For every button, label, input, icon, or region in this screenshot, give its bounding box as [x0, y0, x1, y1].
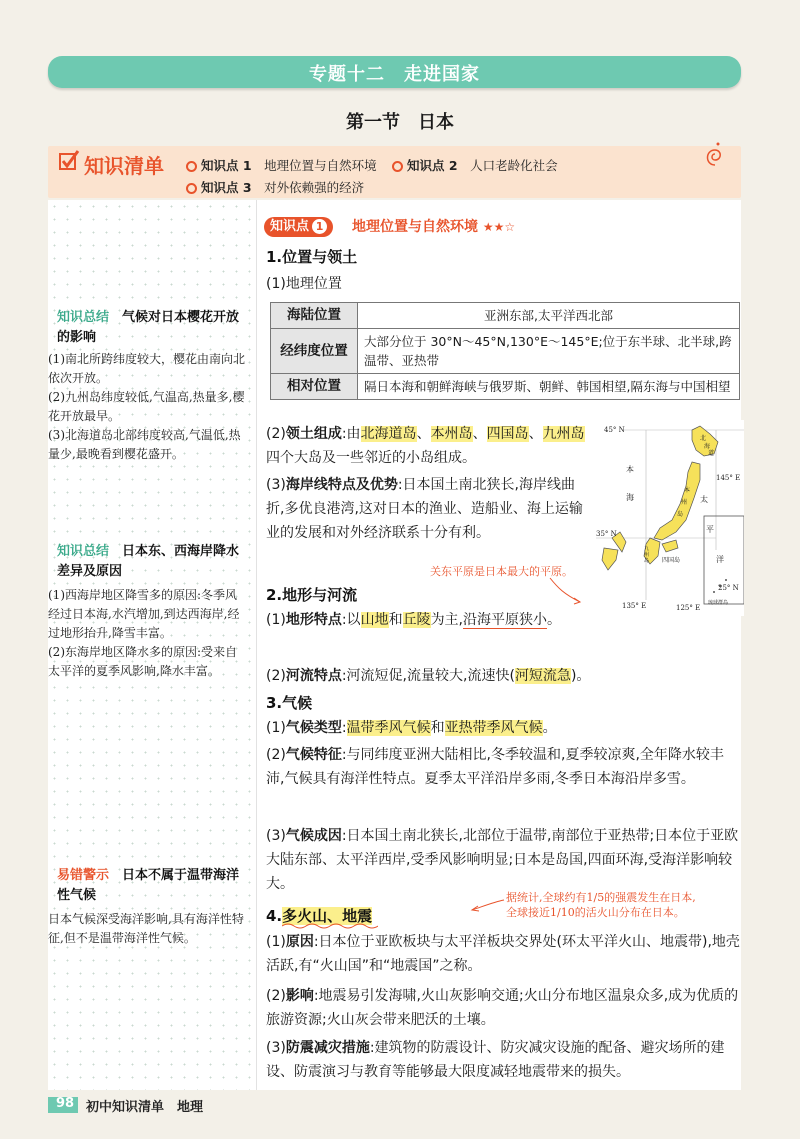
page-number: 98 — [56, 1096, 75, 1111]
sea-japan-label-1: 本 — [626, 465, 634, 474]
hokkaido-label-2: 海 — [704, 443, 711, 450]
table-row: 相对位置 隔日本海和朝鲜海峡与俄罗斯、朝鲜、韩国相望,隔东海与中国相望 — [271, 374, 740, 400]
lon125-label: 125° E — [676, 604, 701, 612]
japan-map — [596, 420, 744, 616]
bullet-icon — [186, 161, 197, 172]
shikoku-label: 四国岛 — [662, 557, 681, 564]
summary-tag: 知识总结 — [57, 544, 110, 559]
table-row: 经纬度位置 大部分位于 30°N～45°N,130°E～145°E;位于东半球、北半球,跨温带、亚热带 — [271, 329, 740, 374]
sidebar-box2-body: (1)西海岸地区降雪多的原因:冬季风经过日本海,水汽增加,到达西海岸,经过地形抬升,降雪丰富。 (2)东海岸地区降水多的原因:受来自太平洋的夏季风影响,降水丰富。 — [48, 588, 240, 678]
honshu-label-3: 岛 — [677, 511, 684, 518]
hokkaido-label-3: 道 — [708, 450, 715, 457]
lon135-label: 135° E — [622, 602, 647, 610]
plain-note: 关东平原是日本最大的平原。 — [430, 565, 573, 578]
lat45-label: 45° N — [604, 426, 625, 434]
kyushu-label-3: 岛 — [644, 558, 650, 564]
territory-text: (2)领土组成:由北海道岛、本州岛、四国岛、九州岛四个大岛及一些邻近的小岛组成。 — [266, 426, 585, 466]
river-text: (2)河流特点:河流短促,流量较大,流速快(河短流急)。 — [266, 668, 591, 684]
knowledge-point-title: 地理位置与自然环境 ★★☆ — [352, 219, 516, 235]
section-title: 第一节 日本 — [346, 112, 454, 133]
sub-geo-location: (1)地理位置 — [266, 276, 342, 292]
summary-tag: 知识总结 — [57, 310, 110, 325]
sidebar-box1-body: (1)南北所跨纬度较大，樱花由南向北依次开放。 (2)九州岛纬度较低,气温高,热量多,樱花开放最早。 (3)北海道岛北部纬度较高,气温低,热量少,最晚看到樱花盛开。 — [48, 352, 245, 461]
climate-type-text: (1)气候类型:温带季风气候和亚热带季风气候。 — [266, 720, 557, 736]
sidebar-box2-head: 知识总结 日本东、西海岸降水差异及原因 — [57, 544, 240, 579]
sidebar-box1-head: 知识总结 气候对日本樱花开放的影响 — [57, 310, 240, 345]
volcano-impact-text: (2)影响:地震易引发海啸,火山灰影响交通;火山分布地区温泉众多,成为优质的旅游资源;火山灰会带来肥沃的土壤。 — [266, 988, 739, 1028]
knowledge-point-2: 知识点 2 人口老龄化社会 — [392, 156, 558, 174]
lon145-label: 145° E — [716, 474, 741, 482]
knowledge-point-1: 知识点 1 地理位置与自然环境 — [186, 156, 377, 174]
chapter-banner — [48, 56, 741, 88]
honshu-label-2: 州 — [681, 499, 688, 506]
quake-note: 据统计,全球约有1/5的强震发生在日本, 全球接近1/10的活火山分布在日本。 — [506, 891, 696, 919]
knowledge-list-badge: 知识清单 — [84, 154, 164, 178]
book-title: 初中知识清单 地理 — [86, 1100, 204, 1115]
kyushu-label-1: 九 — [644, 546, 650, 552]
swirl-decoration-icon — [700, 140, 730, 170]
checkmark-icon — [58, 149, 80, 171]
lat35-label: 35° N — [596, 530, 617, 538]
knowledge-point-3: 知识点 3 对外依赖强的经济 — [186, 178, 364, 196]
location-table — [270, 302, 740, 400]
honshu-label-1: 本 — [684, 487, 691, 494]
climate-cause-text: (3)气候成因:日本国土南北狭长,北部位于温带,南部位于亚热带;日本位于亚欧大陆东部、太平洋西岸,受季风影响明显;日本是岛国,四面环海,受海洋影响较大。 — [266, 828, 739, 892]
bullet-icon — [392, 161, 403, 172]
pacific-label-3: 洋 — [716, 555, 724, 564]
warning-tag: 易错警示 — [57, 868, 110, 883]
disaster-measures-text: (3)防震减灾措施:建筑物的防震设计、防灾减灾设施的配备、避灾场所的建设、防震演习与教育等能够最大限度减轻地震带来的损失。 — [266, 1040, 725, 1080]
heading-landform: 2.地形与河流 — [266, 586, 358, 604]
landform-text: (1)地形特点:以山地和丘陵为主,沿海平原狭小。 — [266, 612, 562, 628]
bullet-icon — [186, 183, 197, 194]
heading-climate: 3.气候 — [266, 694, 313, 712]
heading-position: 1.位置与领土 — [266, 248, 358, 266]
lat25-label: 25° N — [718, 584, 739, 592]
coastline-text: (3)海岸线特点及优势:日本国土南北狭长,海岸线曲折,多优良港湾,这对日本的渔业、造船业、海上运输业的发展和对外经济联系十分有利。 — [266, 477, 583, 541]
kyushu-label-2: 州 — [644, 552, 650, 558]
pacific-label-1: 太 — [700, 495, 708, 504]
note-arrow-icon — [544, 576, 584, 608]
volcano-cause-text: (1)原因:日本位于亚欧板块与太平洋板块交界处(环太平洋火山、地震带),地壳活跃,有“火山国”和“地震国”之称。 — [266, 934, 740, 974]
wavy-underline — [282, 922, 378, 930]
ryukyu-label: 琉球群岛 — [708, 600, 729, 606]
sidebar-box3-body: 日本气候深受海洋影响,具有海洋性特征,但不是温带海洋性气候。 — [48, 912, 244, 945]
pacific-label-2: 平 — [706, 525, 714, 534]
knowledge-point-pill: 知识点 1 — [264, 217, 333, 237]
chapter-title: 专题十二 走进国家 — [309, 64, 480, 85]
difficulty-stars: ★★☆ — [482, 220, 516, 234]
sea-japan-label-2: 海 — [626, 493, 634, 502]
heading-volcano: 4.多火山、地震 — [266, 907, 373, 925]
climate-feature-text: (2)气候特征:与同纬度亚洲大陆相比,冬季较温和,夏季较凉爽,全年降水较丰沛,气候具有海洋性特点。夏季太平洋沿岸多雨,冬季日本海沿岸多雪。 — [266, 747, 724, 787]
table-row: 海陆位置 亚洲东部,太平洋西北部 — [271, 303, 740, 329]
hokkaido-label-1: 北 — [700, 435, 707, 442]
sidebar-box3-head: 易错警示 日本不属于温带海洋性气候 — [57, 868, 240, 903]
quake-note-arrow-icon — [470, 896, 506, 912]
